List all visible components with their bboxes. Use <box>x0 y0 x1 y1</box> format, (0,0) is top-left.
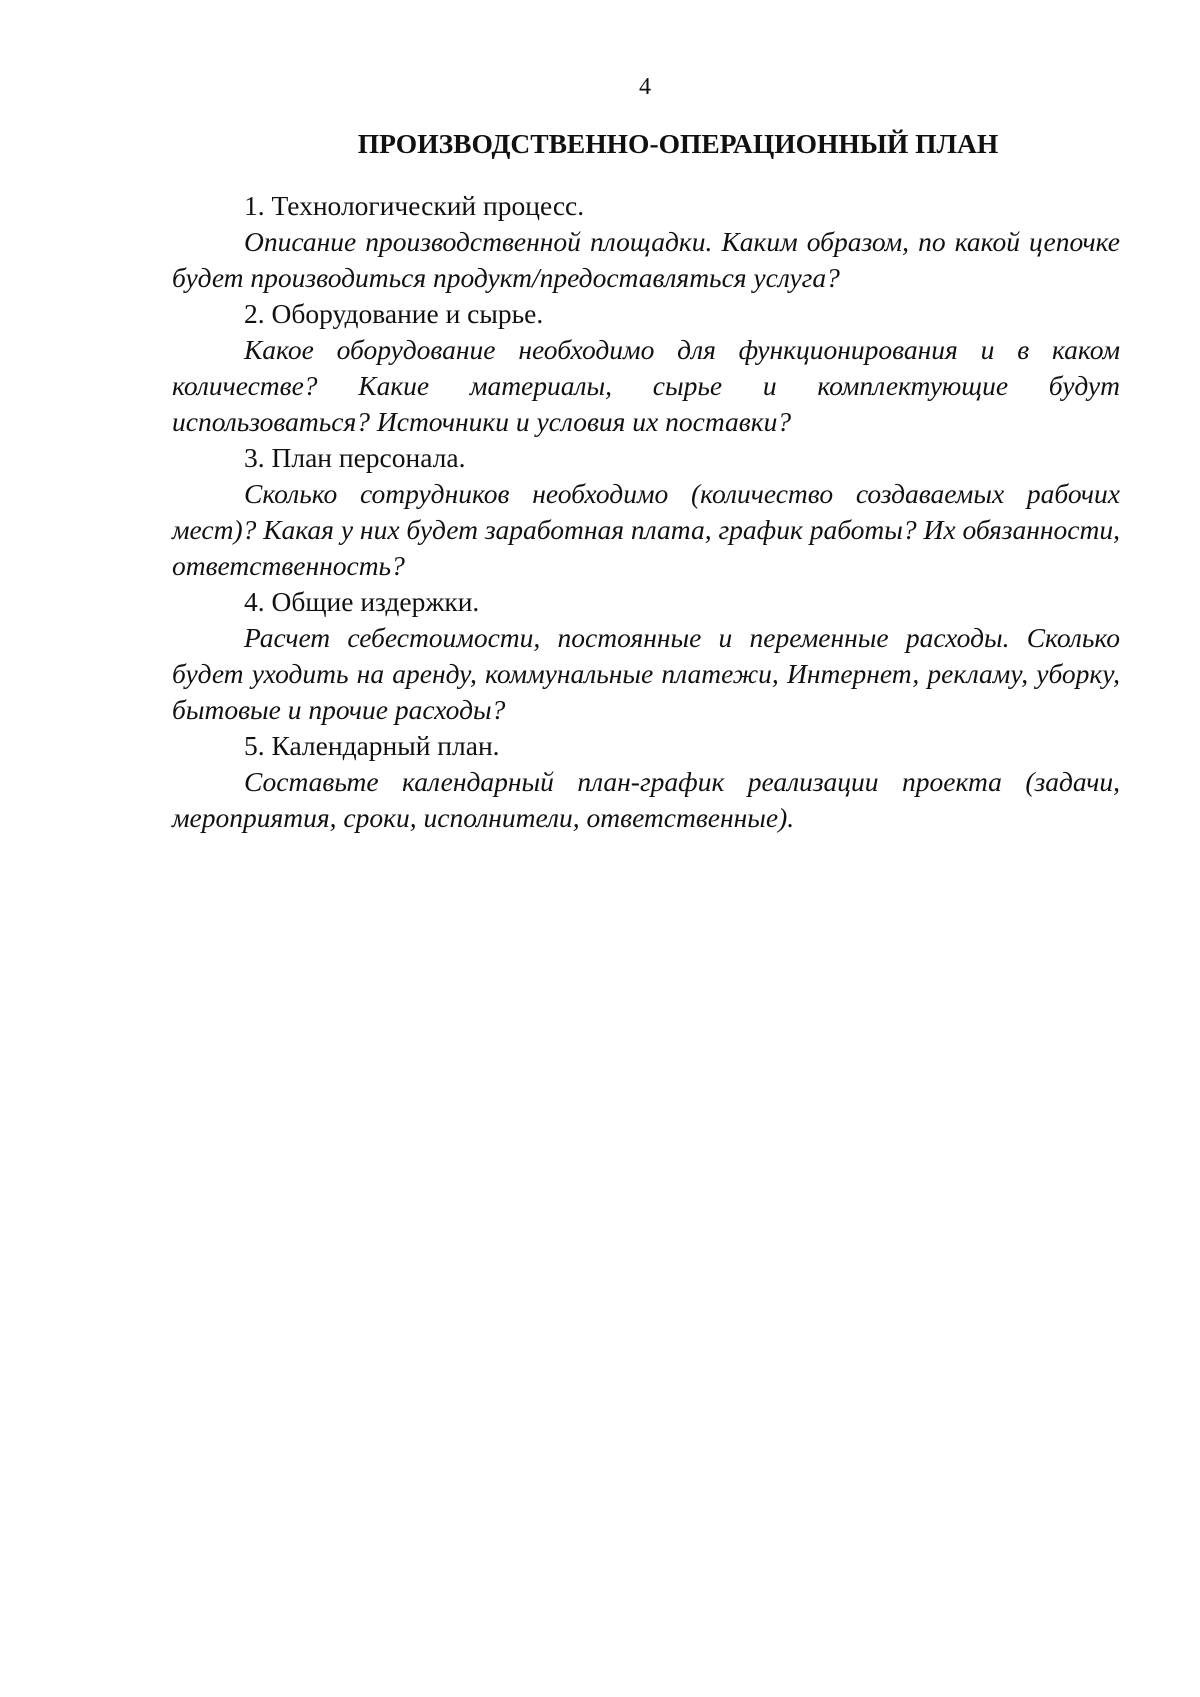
section-title: 3. План персонала. <box>244 442 466 473</box>
page-content <box>172 124 1120 836</box>
section-3 <box>172 440 1120 584</box>
section-description: Составьте календарный план-график реализации проекта (задачи, мероприятия, сроки, исполнители, ответственные). <box>172 766 1120 833</box>
section-title: 1. Технологический процесс. <box>244 190 585 221</box>
section-title: 4. Общие издержки. <box>244 586 480 617</box>
page-number: 4 <box>639 74 651 100</box>
section-description: Описание производственной площадки. Каким образом, по какой цепочке будет производиться продукт/предоставляться услуга? <box>172 226 1120 293</box>
section-4 <box>172 584 1120 728</box>
section-description: Расчет себестоимости, постоянные и переменные расходы. Сколько будет уходить на аренду, коммунальные платежи, Интернет, рекламу, уборку, бытовые и прочие расходы? <box>172 622 1120 725</box>
section-title: 2. Оборудование и сырье. <box>244 298 544 329</box>
section-description: Какое оборудование необходимо для функционирования и в каком количестве? Какие материалы, сырье и комплектующие будут использоваться? Источники и условия их поставки? <box>172 334 1120 437</box>
section-description: Сколько сотрудников необходимо (количество создаваемых рабочих мест)? Какая у них будет заработная плата, график работы? Их обязанности, ответственность? <box>172 478 1120 581</box>
page-heading: ПРОИЗВОДСТВЕННО-ОПЕРАЦИОННЫЙ ПЛАН <box>357 128 999 159</box>
section-title: 5. Календарный план. <box>244 730 500 761</box>
section-1 <box>172 188 1120 296</box>
section-2 <box>172 296 1120 440</box>
section-5 <box>172 728 1120 836</box>
